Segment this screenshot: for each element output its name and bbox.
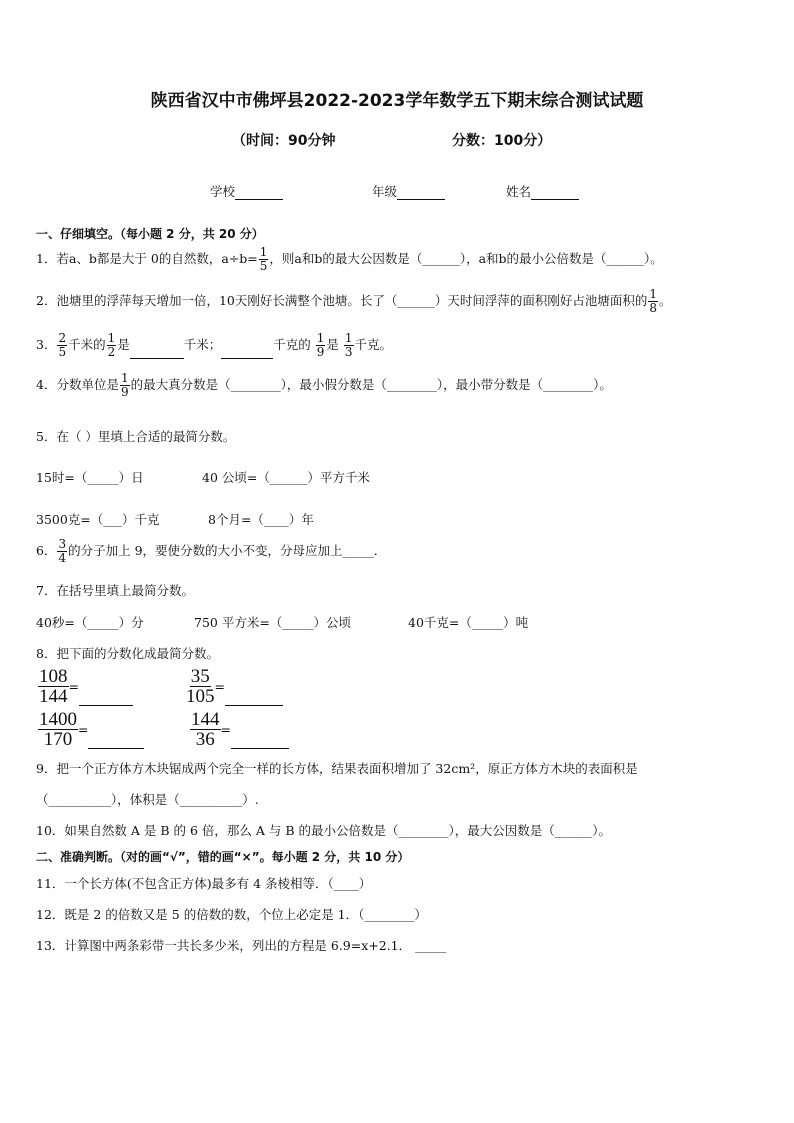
question-1: 1．若a、b都是大于 0的自然数，a÷b= $\frac{1}{5}$ ，则a和b的最大公因数是（______），a和b的最小公倍数是（______）。 <box>36 245 663 273</box>
section-2-title: 二、准确判断。（对的画“√”，错的画“×”。每小题 2 分，共 10 分） <box>36 850 410 864</box>
question-4: 4．分数单位是 $\frac{1}{9}$ 的最大真分数是（________），最小假分数是（________），最小带分数是（________）。 <box>36 371 612 399</box>
question-2: 2．池塘里的浮萍每天增加一倍，10天刚好长满整个池塘。长了（______）天时间浮萍的面积刚好占池塘面积的 $\frac{1}{8}$ 。 <box>36 287 672 315</box>
question-8: 8．把下面的分数化成最简分数。 <box>36 646 219 661</box>
exam-score: 分数：100分） <box>452 133 552 149</box>
fraction: $\frac{1}{8}$ <box>649 287 658 315</box>
question-13: 13．计算图中两条彩带一共长多少米，列出的方程是 6.9=x+2.1． _____ <box>36 938 447 953</box>
section-1-title: 一、仔细填空。（每小题 2 分，共 20 分） <box>36 227 264 241</box>
question-5-item: 8个月=（____）年 <box>208 512 314 527</box>
question-8-item: $\frac{108}{144}$ = <box>38 667 133 706</box>
question-3: 3． $\frac{2}{5}$ 千米的 $\frac{1}{2}$ 是 千米； 千克的 $\frac{1}{9}$ 是 $\frac{1}{3}$ 千克。 <box>36 331 393 359</box>
question-8-item: $\frac{35}{105}$ = <box>186 667 283 706</box>
question-7-item: 40千克=（_____）吨 <box>408 615 529 630</box>
question-9: 9．把一个正方体方木块锯成两个完全一样的长方体，结果表面积增加了 32cm²，原正方体方木块的表面积是 <box>36 761 638 776</box>
question-12: 12．既是 2 的倍数又是 5 的倍数的数，个位上必定是 1．（________） <box>36 907 427 922</box>
question-7-item: 750 平方米=（_____）公顷 <box>194 615 352 630</box>
question-5-item: 40 公顷=（______）平方千米 <box>202 470 370 485</box>
exam-time: （时间：90分钟 <box>232 133 336 149</box>
grade-field: 年级 <box>372 182 445 200</box>
question-8-item: $\frac{1400}{170}$ = <box>38 710 144 749</box>
fraction: $\frac{1}{5}$ <box>259 245 268 273</box>
question-7: 7．在括号里填上最简分数。 <box>36 583 194 598</box>
school-field: 学校 <box>210 182 283 200</box>
question-9-cont: （__________），体积是（__________）. <box>36 792 259 807</box>
name-field: 姓名 <box>506 182 579 200</box>
question-5-item: 15时=（_____）日 <box>36 470 144 485</box>
question-5-item: 3500克=（___）千克 <box>36 512 160 527</box>
question-10: 10．如果自然数 A 是 B 的 6 倍，那么 A 与 B 的最小公倍数是（________），最大公因数是（______）。 <box>36 823 612 838</box>
question-11: 11．一个长方体(不包含正方体)最多有 4 条棱相等．（____） <box>36 876 372 891</box>
page-title: 陕西省汉中市佛坪县2022-2023学年数学五下期末综合测试试题 <box>150 91 644 111</box>
question-5: 5．在（ ）里填上合适的最简分数。 <box>36 429 236 444</box>
question-6: 6． $\frac{3}{4}$ 的分子加上 9，要使分数的大小不变，分母应加上_____． <box>36 537 387 565</box>
question-7-item: 40秒=（_____）分 <box>36 615 144 630</box>
question-8-item: $\frac{144}{36}$ = <box>190 710 289 749</box>
